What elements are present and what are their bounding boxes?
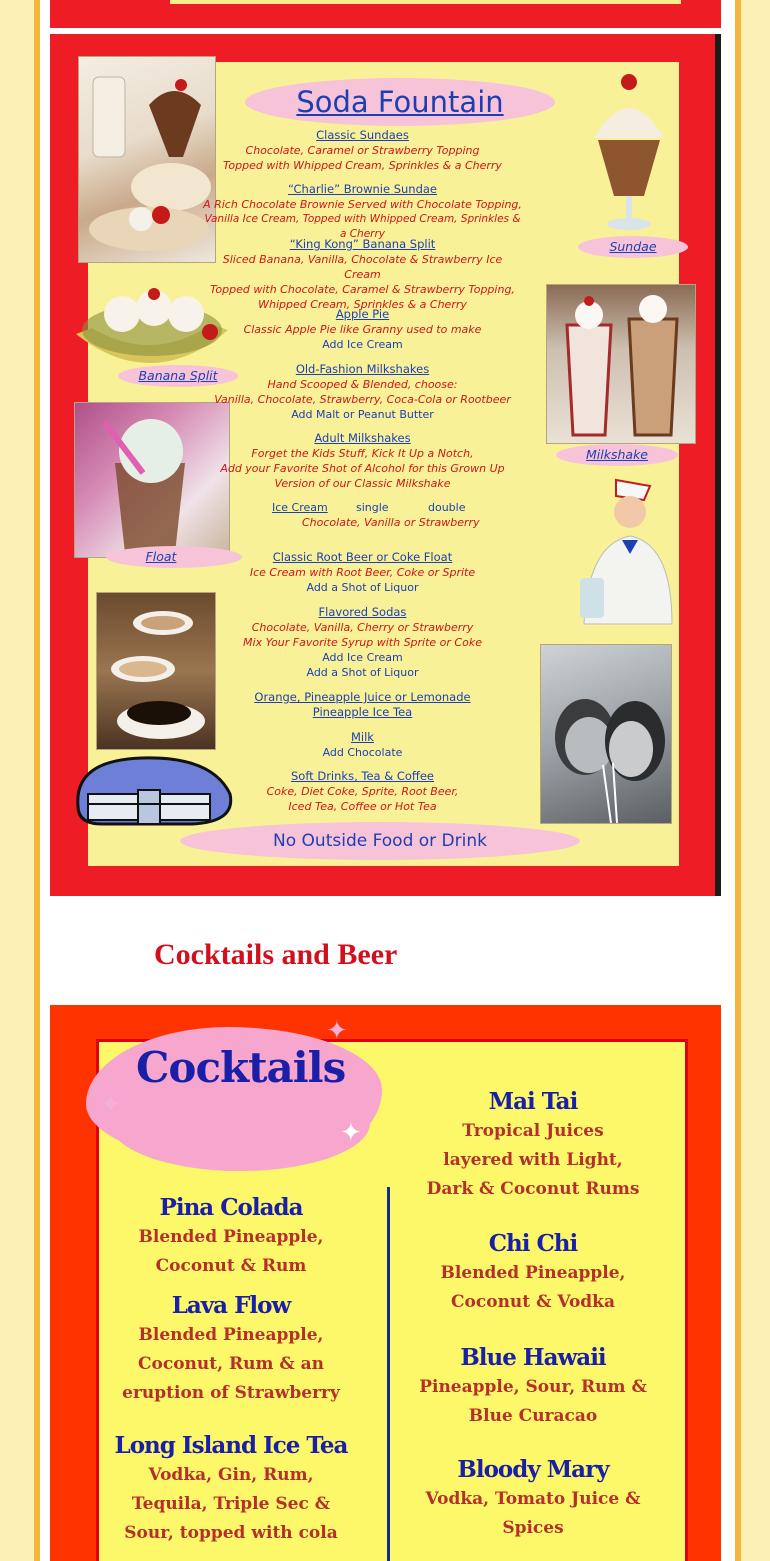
menu-item-apple-pie: Apple Pie Classic Apple Pie like Granny used to make Add Ice Cream <box>243 307 482 351</box>
milkshake-photo <box>546 284 696 444</box>
section-heading: Cocktails and Beer <box>154 938 398 971</box>
float-photo <box>74 402 230 558</box>
sparkle-icon: ✦ <box>100 1089 122 1119</box>
soda-fountain-menu-image: Soda Fountain Sundae Banana Split Milkshake Float Classic Sundaes Chocolate, Caramel or Strawberry Topping Topped with Whipped Cream, Sprinkles & a Cherry “Charlie” Brownie Sundae A Rich Chocolate Brownie Served with Chocolate Topping, Vanilla Ice Cream, Topped with Whipped Cream, Sprinkles & a Cherry “King Kong” Banana Split Sliced Banana, Vanilla, Chocolate & Strawberry Ice Cream Topped with Chocolate, Caramel & Strawberry Topping, Whipped Cream, Sprinkles & a Cherry Apple Pie Classic Apple Pie like Granny used to make Add Ice Cream Old-Fashion Milkshakes Hand Scooped & Blended, choose: Vanilla, Chocolate, Strawberry, Coca-Cola or Rootbeer Add Malt or Peanut Butter Adult Milkshakes Forget the Kids Stuff, Kick It Up a Notch, Add your Favorite Shot of Alcohol for this Grown Up Version of our Classic Milkshake Ice Cream single double Chocolate, Vanilla or Strawberry Classic Root Beer or Coke Float Ice Cream with Root Beer, Coke or Sprite Add a Shot of Liquor Flavored Sodas Chocolate, Vanilla, Cherry or Strawberry Mix Your Favorite Syrup with Sprite or Coke Add Ice Cream Add a Shot of Liquor Orange, Pineapple Juice or Lemonade Pineapple Ice Tea Milk Add Chocolate Soft Drinks, Tea & Coffee Coke, Diet Coke, Sprite, Root Beer, Iced Tea, Coffee or Hot Tea No Outside Food or Drink <box>50 34 721 896</box>
sparkle-icon: ✦ <box>340 1117 362 1147</box>
float-caption: Float <box>145 549 177 564</box>
cocktail-chi-chi: Chi Chi Blended Pineapple, Coconut & Vodka <box>440 1230 626 1312</box>
soda-jerk-illustration <box>560 474 678 628</box>
cocktail-lava-flow: Lava Flow Blended Pineapple, Coconut, Rum & an eruption of Strawberry <box>122 1292 340 1403</box>
milkshake-caption: Milkshake <box>586 447 648 462</box>
cocktail-bloody-mary: Bloody Mary Vodka, Tomato Juice & Spices <box>425 1456 641 1538</box>
banana-split-caption: Banana Split <box>138 368 218 383</box>
cocktails-menu-image <box>50 1005 721 1561</box>
menu-item-milk: Milk Add Chocolate <box>322 730 403 759</box>
menu-item-flavored-sodas: Flavored Sodas Chocolate, Vanilla, Cherry or Strawberry Mix Your Favorite Syrup with Sprite or Coke Add Ice Cream Add a Shot of Liquor <box>243 605 482 679</box>
couple-vintage-photo <box>540 644 672 824</box>
cocktail-mai-tai: Mai Tai Tropical Juices layered with Light, Dark & Coconut Rums <box>426 1088 640 1199</box>
menu-item-float: Classic Root Beer or Coke Float Ice Cream with Root Beer, Coke or Sprite Add a Shot of Liquor <box>249 550 476 594</box>
banana-split-photo <box>72 284 232 369</box>
soda-fountain-title: Soda Fountain <box>296 85 504 119</box>
no-outside-food-notice: No Outside Food or Drink <box>273 831 487 851</box>
cocktail-blue-hawaii: Blue Hawaii Pineapple, Sour, Rum & Blue Curacao <box>419 1344 647 1426</box>
column-divider <box>387 1187 390 1561</box>
sparkle-icon: ✦ <box>326 1015 348 1045</box>
menu-item-brownie-sundae: “Charlie” Brownie Sundae A Rich Chocolate Brownie Served with Chocolate Topping, Vanilla Ice Cream, Topped with Whipped Cream, Sprinkles & a Cherry <box>203 182 522 240</box>
page-background-right <box>741 0 770 1561</box>
cocktail-pina-colada: Pina Colada Blended Pineapple, Coconut & Rum <box>138 1194 324 1276</box>
menu-item-old-fashion-milkshakes: Old-Fashion Milkshakes Hand Scooped & Blended, choose: Vanilla, Chocolate, Strawberry, Coca-Cola or Rootbeer Add Malt or Peanut Butter <box>214 362 511 421</box>
menu-item-adult-milkshakes: Adult Milkshakes Forget the Kids Stuff, Kick It Up a Notch, Add your Favorite Shot of Alcohol for this Grown Up Version of our Classic Milkshake <box>220 431 505 490</box>
coffee-cups-photo <box>96 592 216 750</box>
sundae-collage-photo <box>78 56 216 263</box>
sundae-caption: Sundae <box>609 239 657 254</box>
menu-item-banana-split: “King Kong” Banana Split Sliced Banana, Vanilla, Chocolate & Strawberry Ice Cream Topped with Chocolate, Caramel & Strawberry Topping, Whipped Cream, Sprinkles & a Cherry <box>210 237 515 311</box>
menu-item-classic-sundaes: Classic Sundaes Chocolate, Caramel or Strawberry Topping Topped with Whipped Cream, Sprinkles & a Cherry <box>223 128 502 172</box>
cocktail-long-island-ice-tea: Long Island Ice Tea Vodka, Gin, Rum, Tequila, Triple Sec & Sour, topped with cola <box>114 1432 348 1543</box>
page-background-left <box>0 0 34 1561</box>
sundae-photo <box>584 68 674 238</box>
cocktails-title: Cocktails <box>136 1043 346 1092</box>
menu-item-soft-drinks: Soft Drinks, Tea & Coffee Coke, Diet Coke, Sprite, Root Beer, Iced Tea, Coffee or Hot Tea <box>266 769 459 813</box>
menu-item-juice-lemonade: Orange, Pineapple Juice or Lemonade Pineapple Ice Tea <box>254 690 471 719</box>
previous-menu-image-edge <box>50 0 721 28</box>
